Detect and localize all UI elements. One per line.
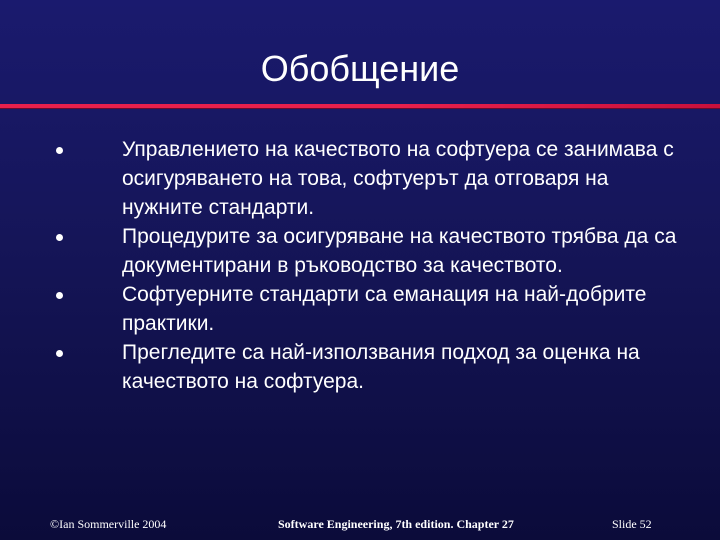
bullet-text: Процедурите за осигуряване на качеството трябва да са документирани в ръководство за качеството. [122,225,677,277]
bullet-text: Софтуерните стандарти са еманация на най-добрите практики. [122,283,647,335]
bullet-item [0,280,720,338]
bullet-item [0,338,720,396]
bullet-dot-icon [56,147,63,154]
bullet-item [0,222,720,280]
bullet-dot-icon [56,350,63,357]
slide-title: Обобщение [260,48,460,89]
footer-book-title: Software Engineering, 7th edition. Chapter 27 [278,517,514,531]
bullet-dot-icon [56,234,63,241]
bullet-dot-icon [56,292,63,299]
bullet-item [0,135,720,222]
title-divider-shadow [0,108,720,109]
footer-slide-number: Slide 52 [612,517,652,531]
bullet-list [0,135,720,396]
bullet-text: Прегледите са най-използвания подход за оценка на качеството на софтуера. [122,341,640,393]
bullet-text: Управлението на качеството на софтуера се занимава с осигуряването на това, софтуерът да отговаря на нужните стандарти. [122,138,674,219]
footer-copyright: ©Ian Sommerville 2004 [50,517,167,531]
